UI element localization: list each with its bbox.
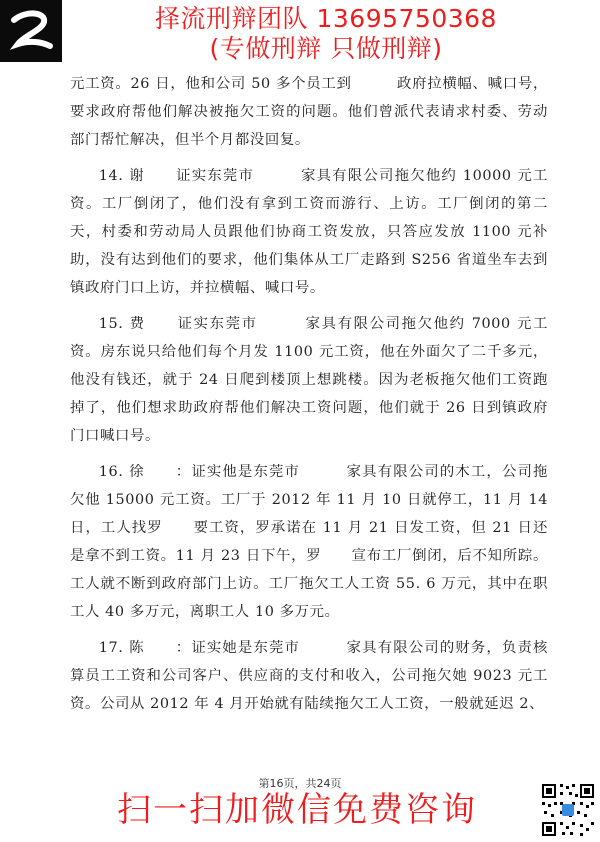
paragraph-17: 17. 陈 ：证实她是东莞市 家具有限公司的财务，负责核算员工工资和公司客户、供应商的支付和收入，公司拖欠她 9023 元工资。公司从 2012 年 4 月开始就有陆续拖欠工人工资，一般就延迟 2、 xyxy=(70,640,548,712)
brand-logo-icon xyxy=(0,0,62,62)
header-title: 择流刑辩团队 13695750368 xyxy=(155,4,497,33)
page-number: 第16页，共24页 xyxy=(258,777,342,790)
paragraph-14: 14. 谢 证实东莞市 家具有限公司拖欠他约 10000 元工资。工厂倒闭了，他们没有拿到工资而游行、上访。工厂倒闭的第二天，村委和劳动局人员跟他们协商工资发放，只答应发放 1100 元补助，没有达到他们的要求，他们集体从工厂走路到 S256 省道坐车去到镇政府门口上访，并拉横幅、喊口号。 xyxy=(70,168,548,296)
footer-cta: 扫一扫加微信免费咨询 xyxy=(117,790,477,830)
paragraph-15: 15. 费 证实东莞市 家具有限公司拖欠他约 7000 元工资。房东说只给他们每个月发 1100 元工资，他在外面欠了二千多元，他没有钱还，就于 24 日爬到楼顶上想跳楼。因为老板拖欠他们工资跑掉了，他们想求助政府帮他们解决工资问题，他们就于 26 日到镇政府门口喊口号。 xyxy=(70,316,548,444)
header-subtitle: (专做刑辩 只做刑辩) xyxy=(209,34,443,63)
document-body xyxy=(70,70,548,718)
paragraph-16: 16. 徐 ：证实他是东莞市 家具有限公司的木工，公司拖欠他 15000 元工资。工厂于 2012 年 11 月 10 日就停工，11 月 14 日，工人找罗 要工资，罗承诺在 11 月 21 日发工资，但 21 日还是拿不到工资。11 月 23 日下午，罗 宣布工厂倒闭，后不知所踪。工人就不断到政府部门上访。工厂拖欠工人工资 55. 6 万元，其中在职工人 40 多万元，离职工人 10 多万元。 xyxy=(70,464,548,620)
qr-code-icon[interactable] xyxy=(540,782,596,838)
paragraph-13-continued: 元工资。26 日，他和公司 50 多个员工到 政府拉横幅、喊口号，要求政府帮他们解决被拖欠工资的问题。他们曾派代表请求村委、劳动部门帮忙解决，但半个月都没回复。 xyxy=(70,76,548,148)
